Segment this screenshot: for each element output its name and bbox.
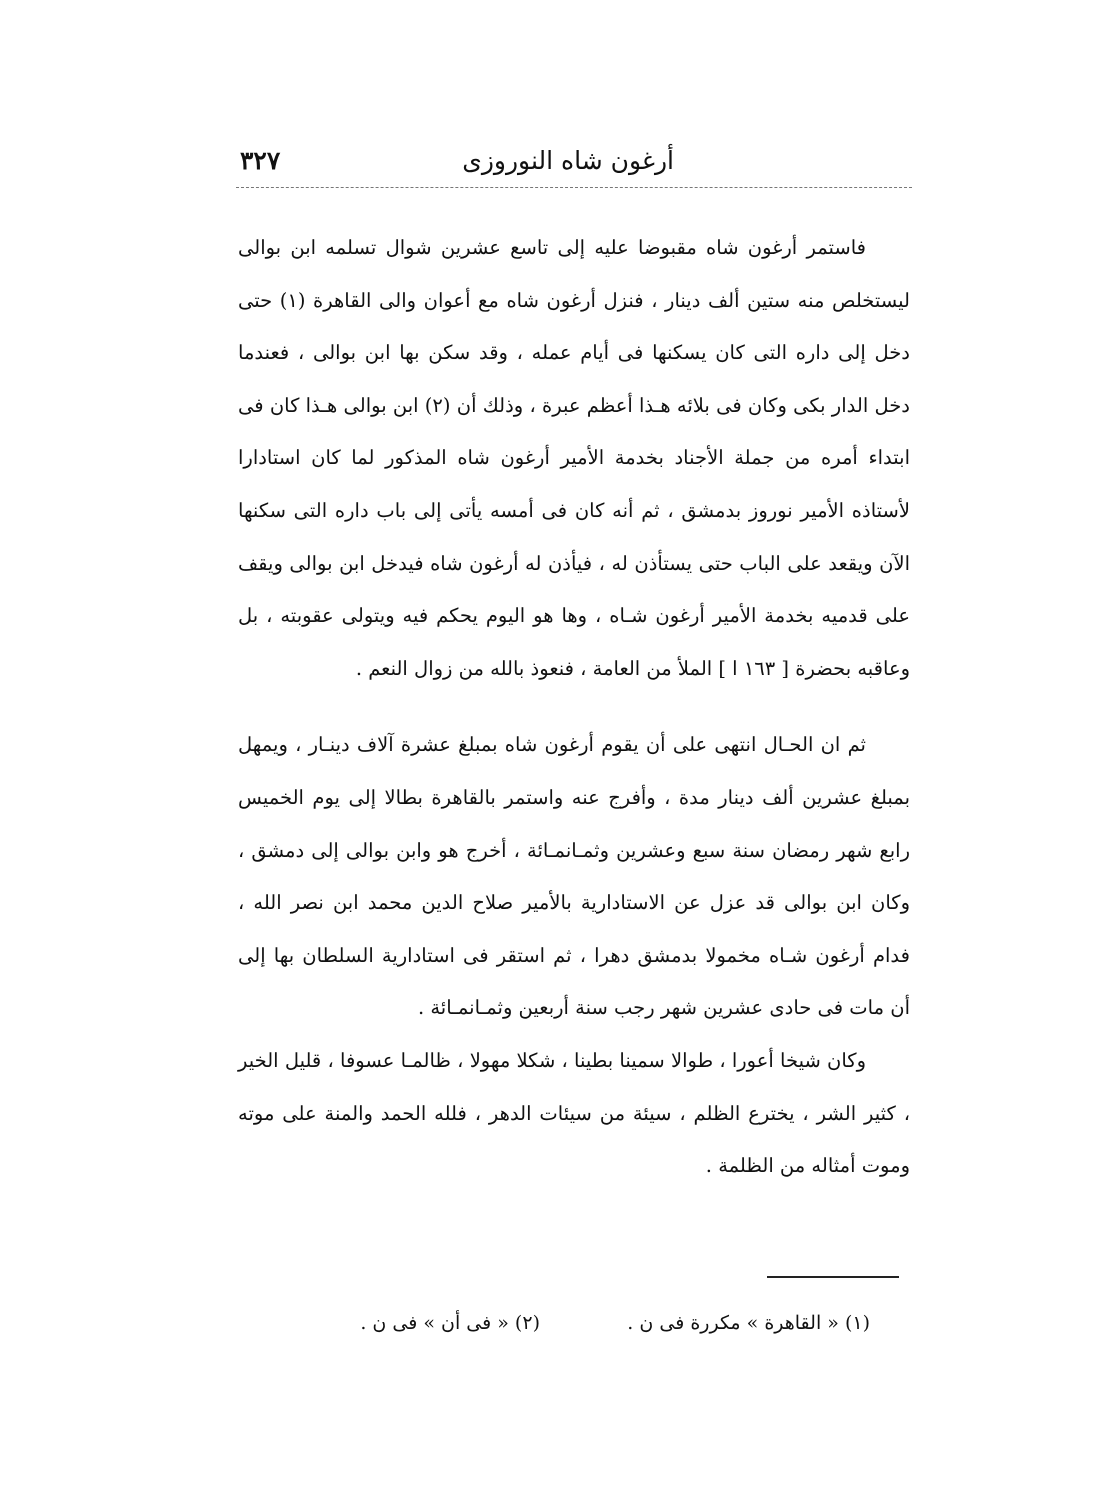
running-title: أرغون شاه النوروزى [462, 146, 674, 175]
page-number: ٣٢٧ [240, 146, 281, 175]
main-text [238, 222, 910, 1193]
page-header [240, 138, 908, 188]
paragraph: وكان شيخا أعورا ، طوالا سمينا بطينا ، شكلا مهولا ، ظالمـا عسوفا ، قليل الخير ، كثير الشر ، يخترع الظلم ، سيئة من سيئات الدهر ، فلله الحمد والمنة على موته وموت أمثاله من الظلمة . [238, 1048, 910, 1178]
paragraph: ثم ان الحـال انتهى على أن يقوم أرغون شاه بمبلغ عشرة آلاف دينـار ، ويمهل بمبلغ عشرين ألف دينار مدة ، وأفرج عنه واستمر بالقاهرة بطالا إلى يوم الخميس رابع شهر رمضان سنة سبع وعشرين وثمـانمـائة ، أخرج هو وابن بوالى إلى دمشق ، وكان ابن بوالى قد عزل عن الاستادارية بالأمير صلاح الدين محمد ابن نصر الله ، فدام أرغون شـاه مخمولا بدمشق دهرا ، ثم استقر فى استادارية السلطان بها إلى أن مات فى حادى عشرين شهر رجب سنة أربعين وثمـانمـائة . [238, 733, 910, 1020]
paragraph: فاستمر أرغون شاه مقبوضا عليه إلى تاسع عشرين شوال تسلمه ابن بوالى ليستخلص منه ستين ألف دينار ، فنزل أرغون شاه مع أعوان والى القاهرة (١) حتى دخل إلى داره التى كان يسكنها فى أيام عمله ، وقد سكن بها ابن بوالى ، فعندما دخل الدار بكى وكان فى بلائه هـذا أعظم عبرة ، وذلك أن (٢) ابن بوالى هـذا كان فى ابتداء أمره من جملة الأجناد بخدمة الأمير أرغون شاه المذكور لما كان استادارا لأستاذه الأمير نوروز بدمشق ، ثم أنه كان فى أمسه يأتى إلى باب داره التى سكنها الآن ويقعد على الباب حتى يستأذن له ، فيأذن له أرغون شاه فيدخل ابن بوالى ويقف على قدميه بخدمة الأمير أرغون شـاه ، وها هو اليوم يحكم فيه ويتولى عقوبته ، بل وعاقبه بحضرة [ ١٦٣ ا ] الملأ من العامة ، فنعوذ بالله من زوال النعم . [238, 236, 910, 680]
footnote-1: (١) « القاهرة » مكررة فى ن . [627, 1312, 870, 1334]
footnote-2: (٢) « فى أن » فى ن . [360, 1312, 540, 1334]
header-divider [236, 187, 912, 188]
footnotes [330, 1306, 870, 1346]
footnote-divider [767, 1276, 899, 1278]
